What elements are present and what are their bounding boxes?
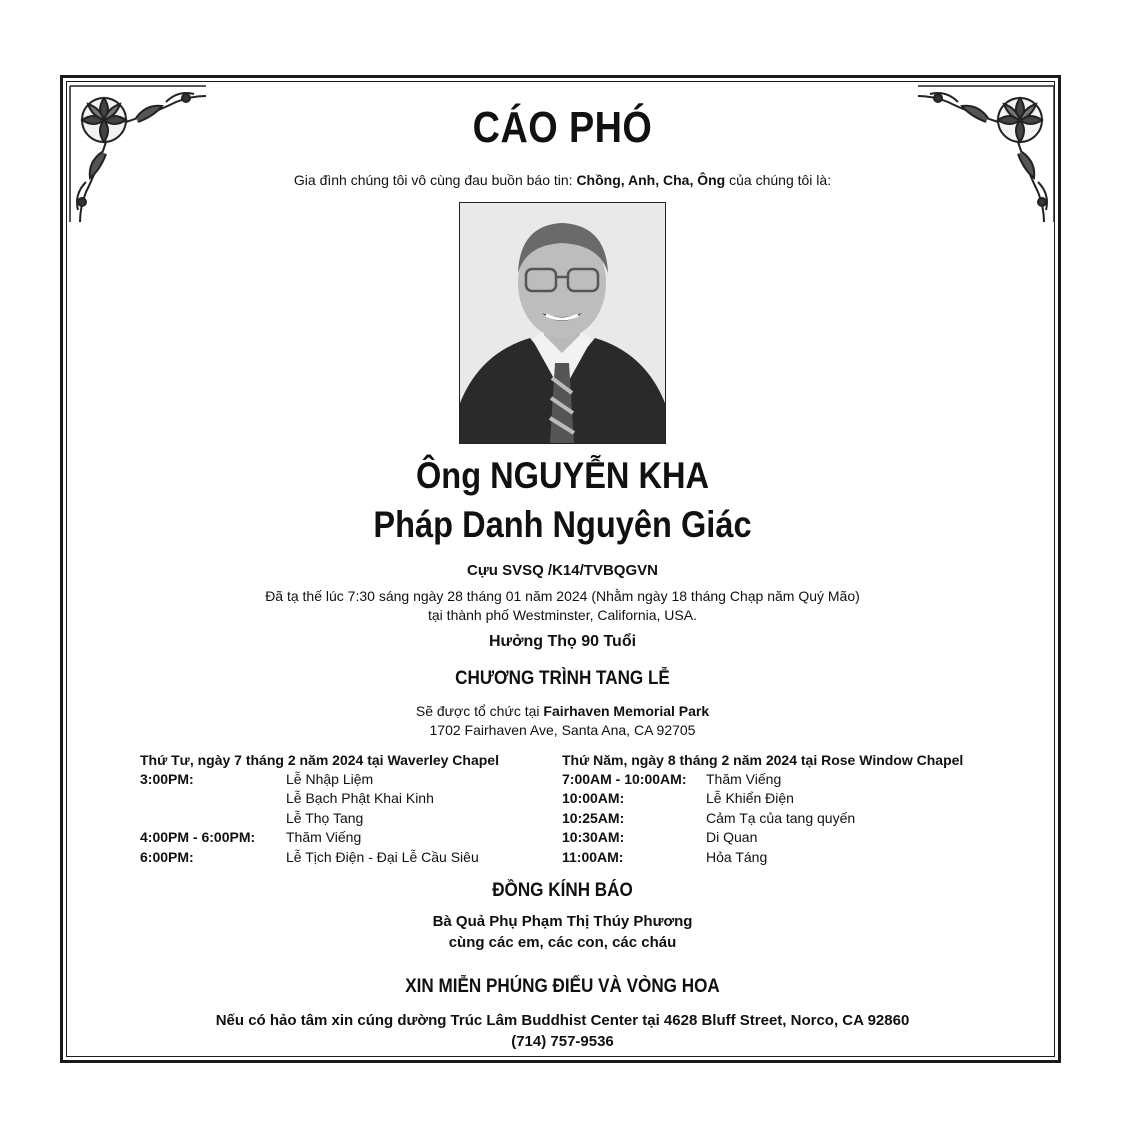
schedule-time: 6:00PM: xyxy=(140,848,194,865)
venue-prefix: Sẽ được tổ chức tại xyxy=(415,703,544,719)
announcers-heading: ĐỒNG KÍNH BÁO xyxy=(492,880,633,901)
schedule-time: 7:00AM - 10:00AM: xyxy=(562,771,687,787)
portrait-photo xyxy=(459,202,666,444)
schedule-event: Lễ Nhập Liệm xyxy=(286,771,374,787)
passing-place: tại thành phố Westminster, California, USA. xyxy=(428,607,697,623)
military-rank: Cựu SVSQ /K14/TVBQGVN xyxy=(467,562,658,579)
contact-phone: (714) 757-9536 xyxy=(511,1033,614,1050)
schedule-event: Di Quan xyxy=(706,829,758,846)
schedule-row xyxy=(140,789,550,808)
schedule-event: Cảm Tạ của tang quyến xyxy=(706,809,856,826)
schedule-event: Lễ Bạch Phật Khai Kinh xyxy=(286,790,434,807)
funeral-program-heading: CHƯƠNG TRÌNH TANG LỄ xyxy=(455,668,670,689)
schedule-day-2 xyxy=(562,750,1032,867)
schedule-row xyxy=(140,770,550,789)
venue-name: Fairhaven Memorial Park xyxy=(543,703,710,719)
intro-relations: Chồng, Anh, Cha, Ông xyxy=(576,172,726,188)
schedule-day-1-heading: Thứ Tư, ngày 7 tháng 2 năm 2024 tại Waverley Chapel xyxy=(140,752,499,768)
donation-info: Nếu có hảo tâm xin cúng dường Trúc Lâm Buddhist Center tại 4628 Bluff Street, Norco, CA 92860 xyxy=(215,1012,910,1029)
schedule-event: Hỏa Táng xyxy=(706,848,768,865)
schedule-row xyxy=(140,828,550,847)
no-flowers-notice: XIN MIỄN PHÚNG ĐIẾU VÀ VÒNG HOA xyxy=(405,976,720,997)
schedule-row xyxy=(562,809,1032,828)
schedule-event: Lễ Khiển Điện xyxy=(706,790,794,807)
announcer-wife: Bà Quả Phụ Phạm Thị Thúy Phương xyxy=(432,913,693,930)
schedule-time: 10:00AM: xyxy=(562,790,625,807)
schedule-row xyxy=(562,789,1032,808)
schedule-row xyxy=(140,809,550,828)
schedule-time: 4:00PM - 6:00PM: xyxy=(140,829,256,846)
schedule-event: Thăm Viếng xyxy=(706,771,782,787)
age-at-death: Hưởng Thọ 90 Tuổi xyxy=(488,633,637,650)
venue-address: 1702 Fairhaven Ave, Santa Ana, CA 92705 xyxy=(429,722,696,738)
deceased-name: Ông NGUYỄN KHA xyxy=(415,455,710,496)
schedule-event: Thăm Viếng xyxy=(286,829,362,846)
announcer-family: cùng các em, các con, các cháu xyxy=(448,934,677,951)
schedule-row xyxy=(562,848,1032,867)
schedule-event: Lễ Tịch Điện - Đại Lễ Cầu Siêu xyxy=(286,848,479,865)
venue-line xyxy=(0,703,1125,719)
schedule-time: 10:30AM: xyxy=(562,829,625,846)
intro-text xyxy=(0,172,1125,188)
intro-prefix: Gia đình chúng tôi vô cùng đau buồn báo tin: xyxy=(293,172,577,188)
schedule-day-1 xyxy=(140,750,550,867)
schedule-time: 11:00AM: xyxy=(562,848,624,865)
passing-date: Đã tạ thế lúc 7:30 sáng ngày 28 tháng 01 năm 2024 (Nhằm ngày 18 tháng Chạp năm Quý Mão) xyxy=(265,588,860,604)
schedule-event: Lễ Thọ Tang xyxy=(286,809,364,826)
schedule-row xyxy=(562,828,1032,847)
schedule-row xyxy=(140,848,550,867)
intro-suffix: của chúng tôi là: xyxy=(725,172,832,188)
schedule-time: 10:25AM: xyxy=(562,809,625,826)
dharma-name: Pháp Danh Nguyên Giác xyxy=(373,504,752,545)
schedule-row xyxy=(562,770,1032,789)
schedule-day-2-heading: Thứ Năm, ngày 8 tháng 2 năm 2024 tại Rose Window Chapel xyxy=(562,752,964,768)
schedule-time: 3:00PM: xyxy=(140,771,194,787)
page-title: CÁO PHÓ xyxy=(472,103,653,152)
